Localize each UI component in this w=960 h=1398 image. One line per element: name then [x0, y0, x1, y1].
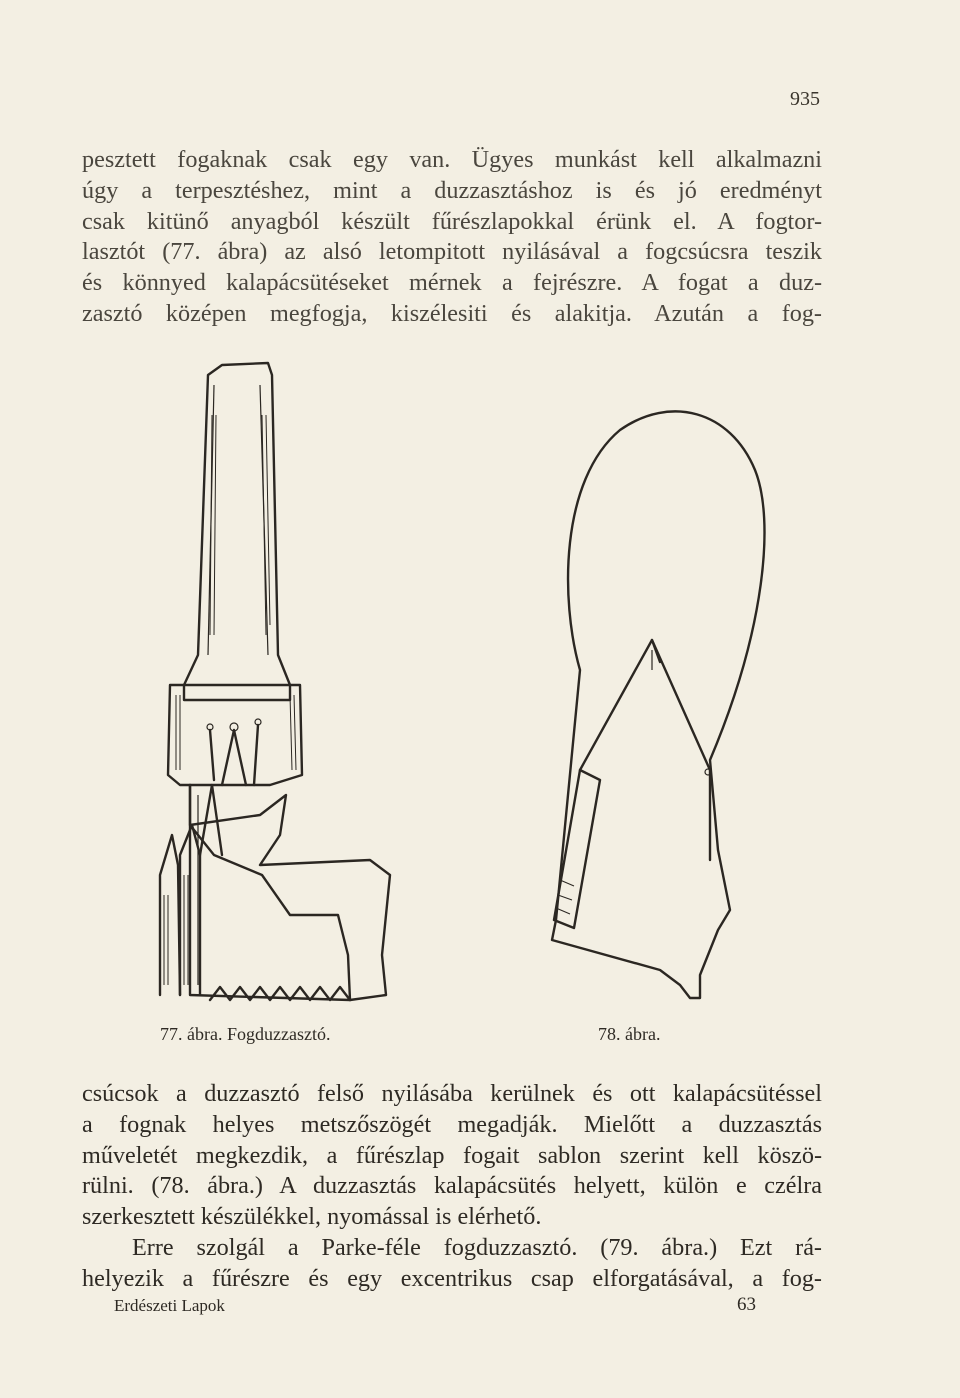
footer-sheet-number: 63	[737, 1294, 756, 1315]
text-line: rülni. (78. ábra.) A duzzasztás kalapácsütés helyett, külön e czélra	[82, 1172, 822, 1200]
text-line: Erre szolgál a Parke-féle fogduzzasztó. (79. ábra.) Ezt rá-	[132, 1233, 822, 1261]
figure-78-caption: 78. ábra.	[598, 1024, 661, 1044]
paragraph-top	[82, 145, 822, 330]
footer-journal-name: Erdészeti Lapok	[114, 1296, 225, 1315]
figure-78-saw-tooth-template-illustration	[540, 400, 795, 1015]
text-line: és könnyed kalapácsütéseket mérnek a fejrészre. A fogat a duz-	[82, 269, 822, 297]
figure-77-tooth-swage-illustration	[150, 355, 415, 1015]
text-line: helyezik a fűrészre és egy excentrikus csap elforgatásával, a fog-	[82, 1264, 822, 1292]
text-line: a fognak helyes metszőszögét megadják. Mielőtt a duzzasztás	[82, 1110, 822, 1138]
text-line: úgy a terpesztéshez, mint a duzzasztáshoz is és jó eredményt	[82, 176, 822, 204]
text-line: lasztót (77. ábra) az alsó letompitott nyilásával a fogcsúcsra teszik	[82, 238, 822, 266]
text-line: zasztó középen megfogja, kiszélesiti és alakitja. Azután a fog-	[82, 299, 822, 327]
page-number: 935	[790, 88, 820, 110]
text-line: csúcsok a duzzasztó felső nyilásába kerülnek és ott kalapácsütéssel	[82, 1080, 822, 1107]
text-line: szerkesztett készülékkel, nyomással is elérhető.	[82, 1203, 542, 1231]
text-line: műveletét megkezdik, a fűrészlap fogait sablon szerint kell köszö-	[82, 1141, 822, 1169]
figure-77-caption: 77. ábra. Fogduzzasztó.	[160, 1024, 331, 1044]
text-line: csak kitünő anyagból készült fűrészlapokkal érünk el. A fogtor-	[82, 207, 822, 235]
text-line: pesztett fogaknak csak egy van. Ügyes munkást kell alkalmazni	[82, 146, 822, 173]
paragraph-bottom	[82, 1079, 822, 1295]
